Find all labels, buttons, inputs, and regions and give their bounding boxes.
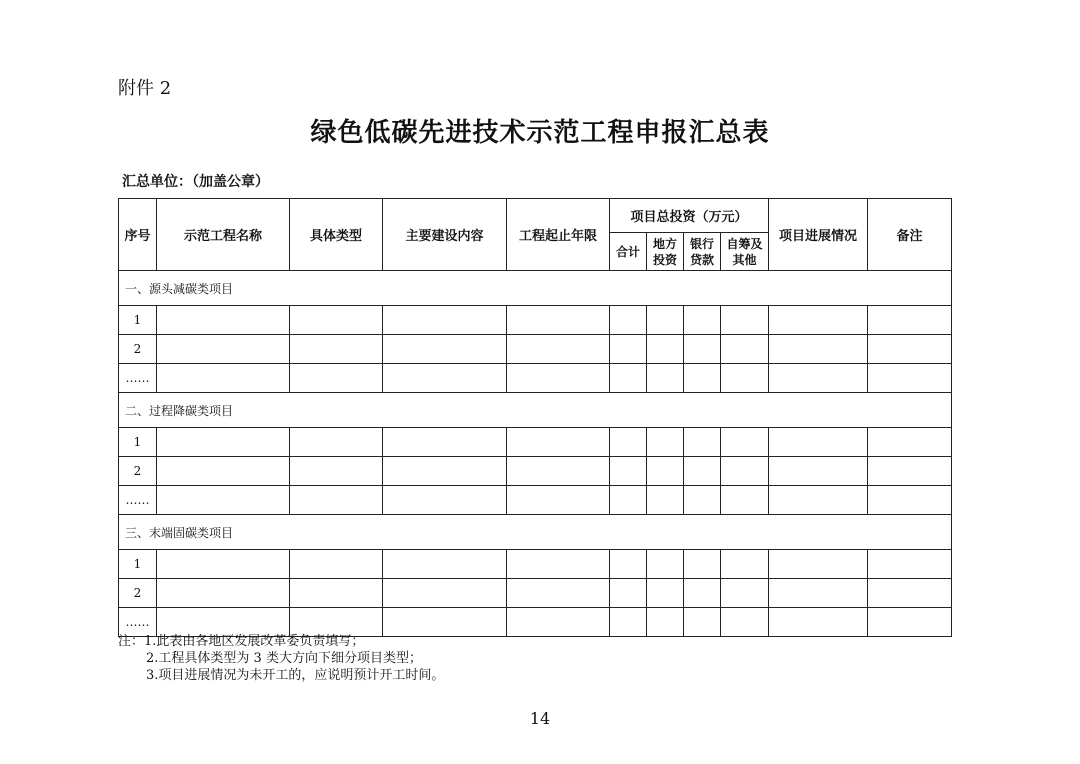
row-seq: …… [119, 486, 157, 515]
row-seq: 2 [119, 579, 157, 608]
header-content: 主要建设内容 [383, 199, 507, 271]
table-row [119, 486, 952, 515]
section-title: 二、过程降碳类项目 [119, 393, 952, 428]
row-seq: …… [119, 364, 157, 393]
note-line: 3.项目进展情况为未开工的，应说明预计开工时间。 [146, 668, 445, 683]
header-progress: 项目进展情况 [769, 199, 868, 271]
header-bank-loan: 银行 贷款 [684, 233, 721, 271]
section-row [119, 515, 952, 550]
row-seq: 2 [119, 457, 157, 486]
header-local-investment: 地方 投资 [647, 233, 684, 271]
header-row-1 [119, 199, 952, 233]
row-seq: 1 [119, 306, 157, 335]
table-row [119, 457, 952, 486]
section-title: 一、源头减碳类项目 [119, 271, 952, 306]
table-row [119, 364, 952, 393]
header-remarks: 备注 [868, 199, 952, 271]
row-seq: 2 [119, 335, 157, 364]
header-project-name: 示范工程名称 [157, 199, 290, 271]
row-seq: 1 [119, 428, 157, 457]
header-investment-group: 项目总投资（万元） [610, 199, 769, 233]
header-self-funded: 自筹及 其他 [721, 233, 769, 271]
note-line: 注：1.此表由各地区发展改革委负责填写； [118, 634, 365, 649]
table-row [119, 428, 952, 457]
row-seq: …… [119, 608, 157, 637]
table-row [119, 306, 952, 335]
table-row [119, 550, 952, 579]
header-period: 工程起止年限 [507, 199, 610, 271]
attachment-label: 附件 2 [118, 78, 172, 99]
note-line: 2.工程具体类型为 3 类大方向下细分项目类型； [146, 651, 422, 666]
table-row [119, 579, 952, 608]
section-row [119, 393, 952, 428]
header-seq: 序号 [119, 199, 157, 271]
section-row [119, 271, 952, 306]
page-title: 绿色低碳先进技术示范工程申报汇总表 [310, 118, 770, 148]
summary-table [118, 198, 952, 637]
page-number: 14 [529, 709, 551, 728]
row-seq: 1 [119, 550, 157, 579]
notes [118, 633, 444, 684]
header-total: 合计 [610, 233, 647, 271]
header-type: 具体类型 [290, 199, 383, 271]
reporting-unit-label: 汇总单位：（加盖公章） [122, 174, 269, 190]
table-row [119, 335, 952, 364]
section-title: 三、末端固碳类项目 [119, 515, 952, 550]
